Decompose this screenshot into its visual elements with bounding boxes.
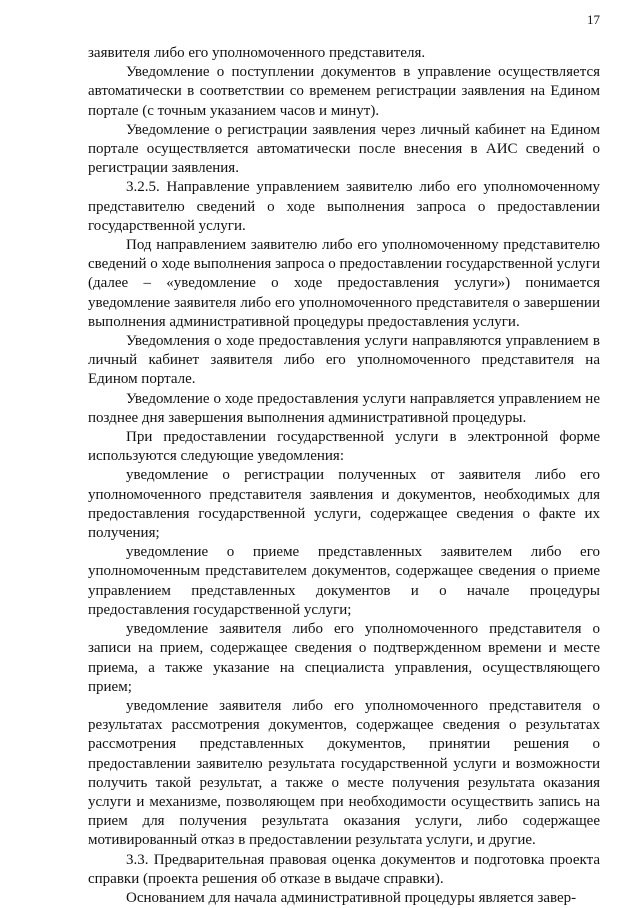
document-body <box>88 44 600 908</box>
paragraph: Основанием для начала административной процедуры является завер- <box>126 889 577 906</box>
paragraph: уведомление о приеме представленных заявителем либо его уполномоченным представителем документов, содержащее сведения о приеме управлением представленных документов и о начале процедуры предоставления государственной услуги; <box>88 544 600 618</box>
paragraph: Уведомления о ходе предоставления услуги направляются управлением в личный кабинет заявителя либо его уполномоченного представителя на Едином портале. <box>88 333 600 388</box>
paragraph: заявителя либо его уполномоченного представителя. <box>88 45 426 61</box>
paragraph: уведомление о регистрации полученных от заявителя либо его уполномоченного представителя заявления и документов, необходимых для предоставления государственной услуги, содержащее сведения о факте их получения; <box>88 467 600 542</box>
paragraph: 3.3. Предварительная правовая оценка документов и подготовка проекта справки (проекта решения об отказе в выдаче справки). <box>88 851 600 887</box>
paragraph: 3.2.5. Направление управлением заявителю либо его уполномоченному представителю сведений о ходе выполнения запроса о предоставлении государственной услуги. <box>88 179 600 234</box>
paragraph: При предоставлении государственной услуги в электронной форме используются следующие уведомления: <box>88 429 600 465</box>
paragraph: уведомление заявителя либо его уполномоченного представителя о результатах рассмотрения документов, содержащее сведения о результатах рассмотрения представленных документов, принятии решения о предоставлении заявителю результата государственной услуги и возможности получить такой результат, а также о месте получения результата оказания услуги и механизме, позволяющем при необходимости осуществить запись на прием для получения результата оказания услуги, либо содержащее мотивированный отказ в предоставлении результата услуги, и другие. <box>88 697 600 849</box>
paragraph: уведомление заявителя либо его уполномоченного представителя о записи на прием, содержащее сведения о подтвержденном времени и месте приема, а также указание на специалиста управления, осуществляющего прием; <box>88 621 600 695</box>
paragraph: Уведомление о ходе предоставления услуги направляется управлением не позднее дня завершения выполнения административной процедуры. <box>88 390 600 426</box>
paragraph: Уведомление о поступлении документов в управление осуществляется автоматически в соответствии со временем регистрации заявления на Едином портале (с точным указанием часов и минут). <box>88 64 600 119</box>
page-number: 17 <box>587 12 600 27</box>
paragraph: Под направлением заявителю либо его уполномоченному представителю сведений о ходе выполнения запроса о предоставлении государственной услуги (далее – «уведомление о ходе предоставления услуги») понимается уведомление заявителя либо его уполномоченного представителя о завершении выполнения административной процедуры предоставления услуги. <box>88 237 600 330</box>
paragraph: Уведомление о регистрации заявления через личный кабинет на Едином портале осуществляется автоматически после внесения в АИС сведений о регистрации заявления. <box>88 121 600 177</box>
